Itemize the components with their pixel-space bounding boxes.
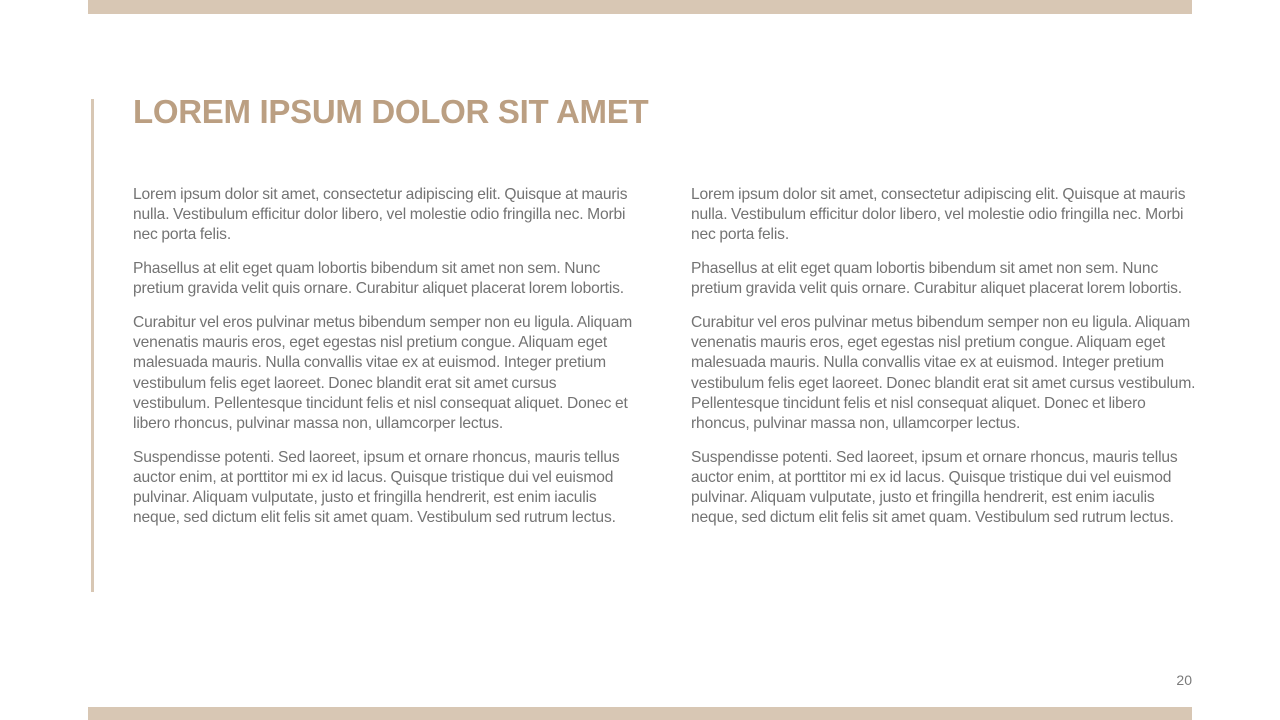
right-paragraph-3: Curabitur vel eros pulvinar metus bibendum semper non eu ligula. Aliquam venenatis mauris eros, eget egestas nisl pretium congue. Aliquam eget malesuada mauris. Nulla convallis vitae ex at euismod. Integer pretium vestibulum felis eget laoreet. Donec blandit erat sit amet cursus vestibulum. Pellentesque tincidunt felis et nisl consequat aliquet. Donec et libero rhoncus, pulvinar massa non, ullamcorper lectus. bbox=[691, 314, 1196, 433]
page-number: 20 bbox=[1176, 672, 1192, 688]
right-text-column bbox=[691, 185, 1199, 542]
right-paragraph-1: Lorem ipsum dolor sit amet, consectetur adipiscing elit. Quisque at mauris nulla. Vestibulum efficitur dolor libero, vel molestie odio fringilla nec. Morbi nec porta felis. bbox=[691, 186, 1186, 244]
left-paragraph-2: Phasellus at elit eget quam lobortis bibendum sit amet non sem. Nunc pretium gravida velit quis ornare. Curabitur aliquet placerat lorem lobortis. bbox=[133, 260, 624, 298]
right-paragraph-4: Suspendisse potenti. Sed laoreet, ipsum et ornare rhoncus, mauris tellus auctor enim, at porttitor mi ex id lacus. Quisque tristique dui vel euismod pulvinar. Aliquam vulputate, justo et fringilla hendrerit, est enim iaculis neque, sed dictum elit felis sit amet quam. Vestibulum sed rutrum lectus. bbox=[691, 448, 1178, 527]
left-paragraph-4: Suspendisse potenti. Sed laoreet, ipsum et ornare rhoncus, mauris tellus auctor enim, at porttitor mi ex id lacus. Quisque tristique dui vel euismod pulvinar. Aliquam vulputate, justo et fringilla hendrerit, est enim iaculis neque, sed dictum elit felis sit amet quam. Vestibulum sed rutrum lectus. bbox=[133, 448, 620, 527]
left-paragraph-3: Curabitur vel eros pulvinar metus bibendum semper non eu ligula. Aliquam venenatis mauris eros, eget egestas nisl pretium congue. Aliquam eget malesuada mauris. Nulla convallis vitae ex at euismod. Integer pretium vestibulum felis eget laoreet. Donec blandit erat sit amet cursus vestibulum. Pellentesque tincidunt felis et nisl consequat aliquet. Donec et libero rhoncus, pulvinar massa non, ullamcorper lectus. bbox=[133, 314, 633, 433]
slide-title: LOREM IPSUM DOLOR SIT AMET bbox=[133, 93, 649, 130]
left-text-column bbox=[133, 185, 637, 542]
left-paragraph-1: Lorem ipsum dolor sit amet, consectetur adipiscing elit. Quisque at mauris nulla. Vestibulum efficitur dolor libero, vel molestie odio fringilla nec. Morbi nec porta felis. bbox=[133, 186, 628, 244]
top-accent-bar bbox=[88, 0, 1192, 14]
bottom-accent-bar bbox=[88, 707, 1192, 720]
left-vertical-rule bbox=[91, 99, 94, 592]
right-paragraph-2: Phasellus at elit eget quam lobortis bibendum sit amet non sem. Nunc pretium gravida velit quis ornare. Curabitur aliquet placerat lorem lobortis. bbox=[691, 260, 1182, 298]
